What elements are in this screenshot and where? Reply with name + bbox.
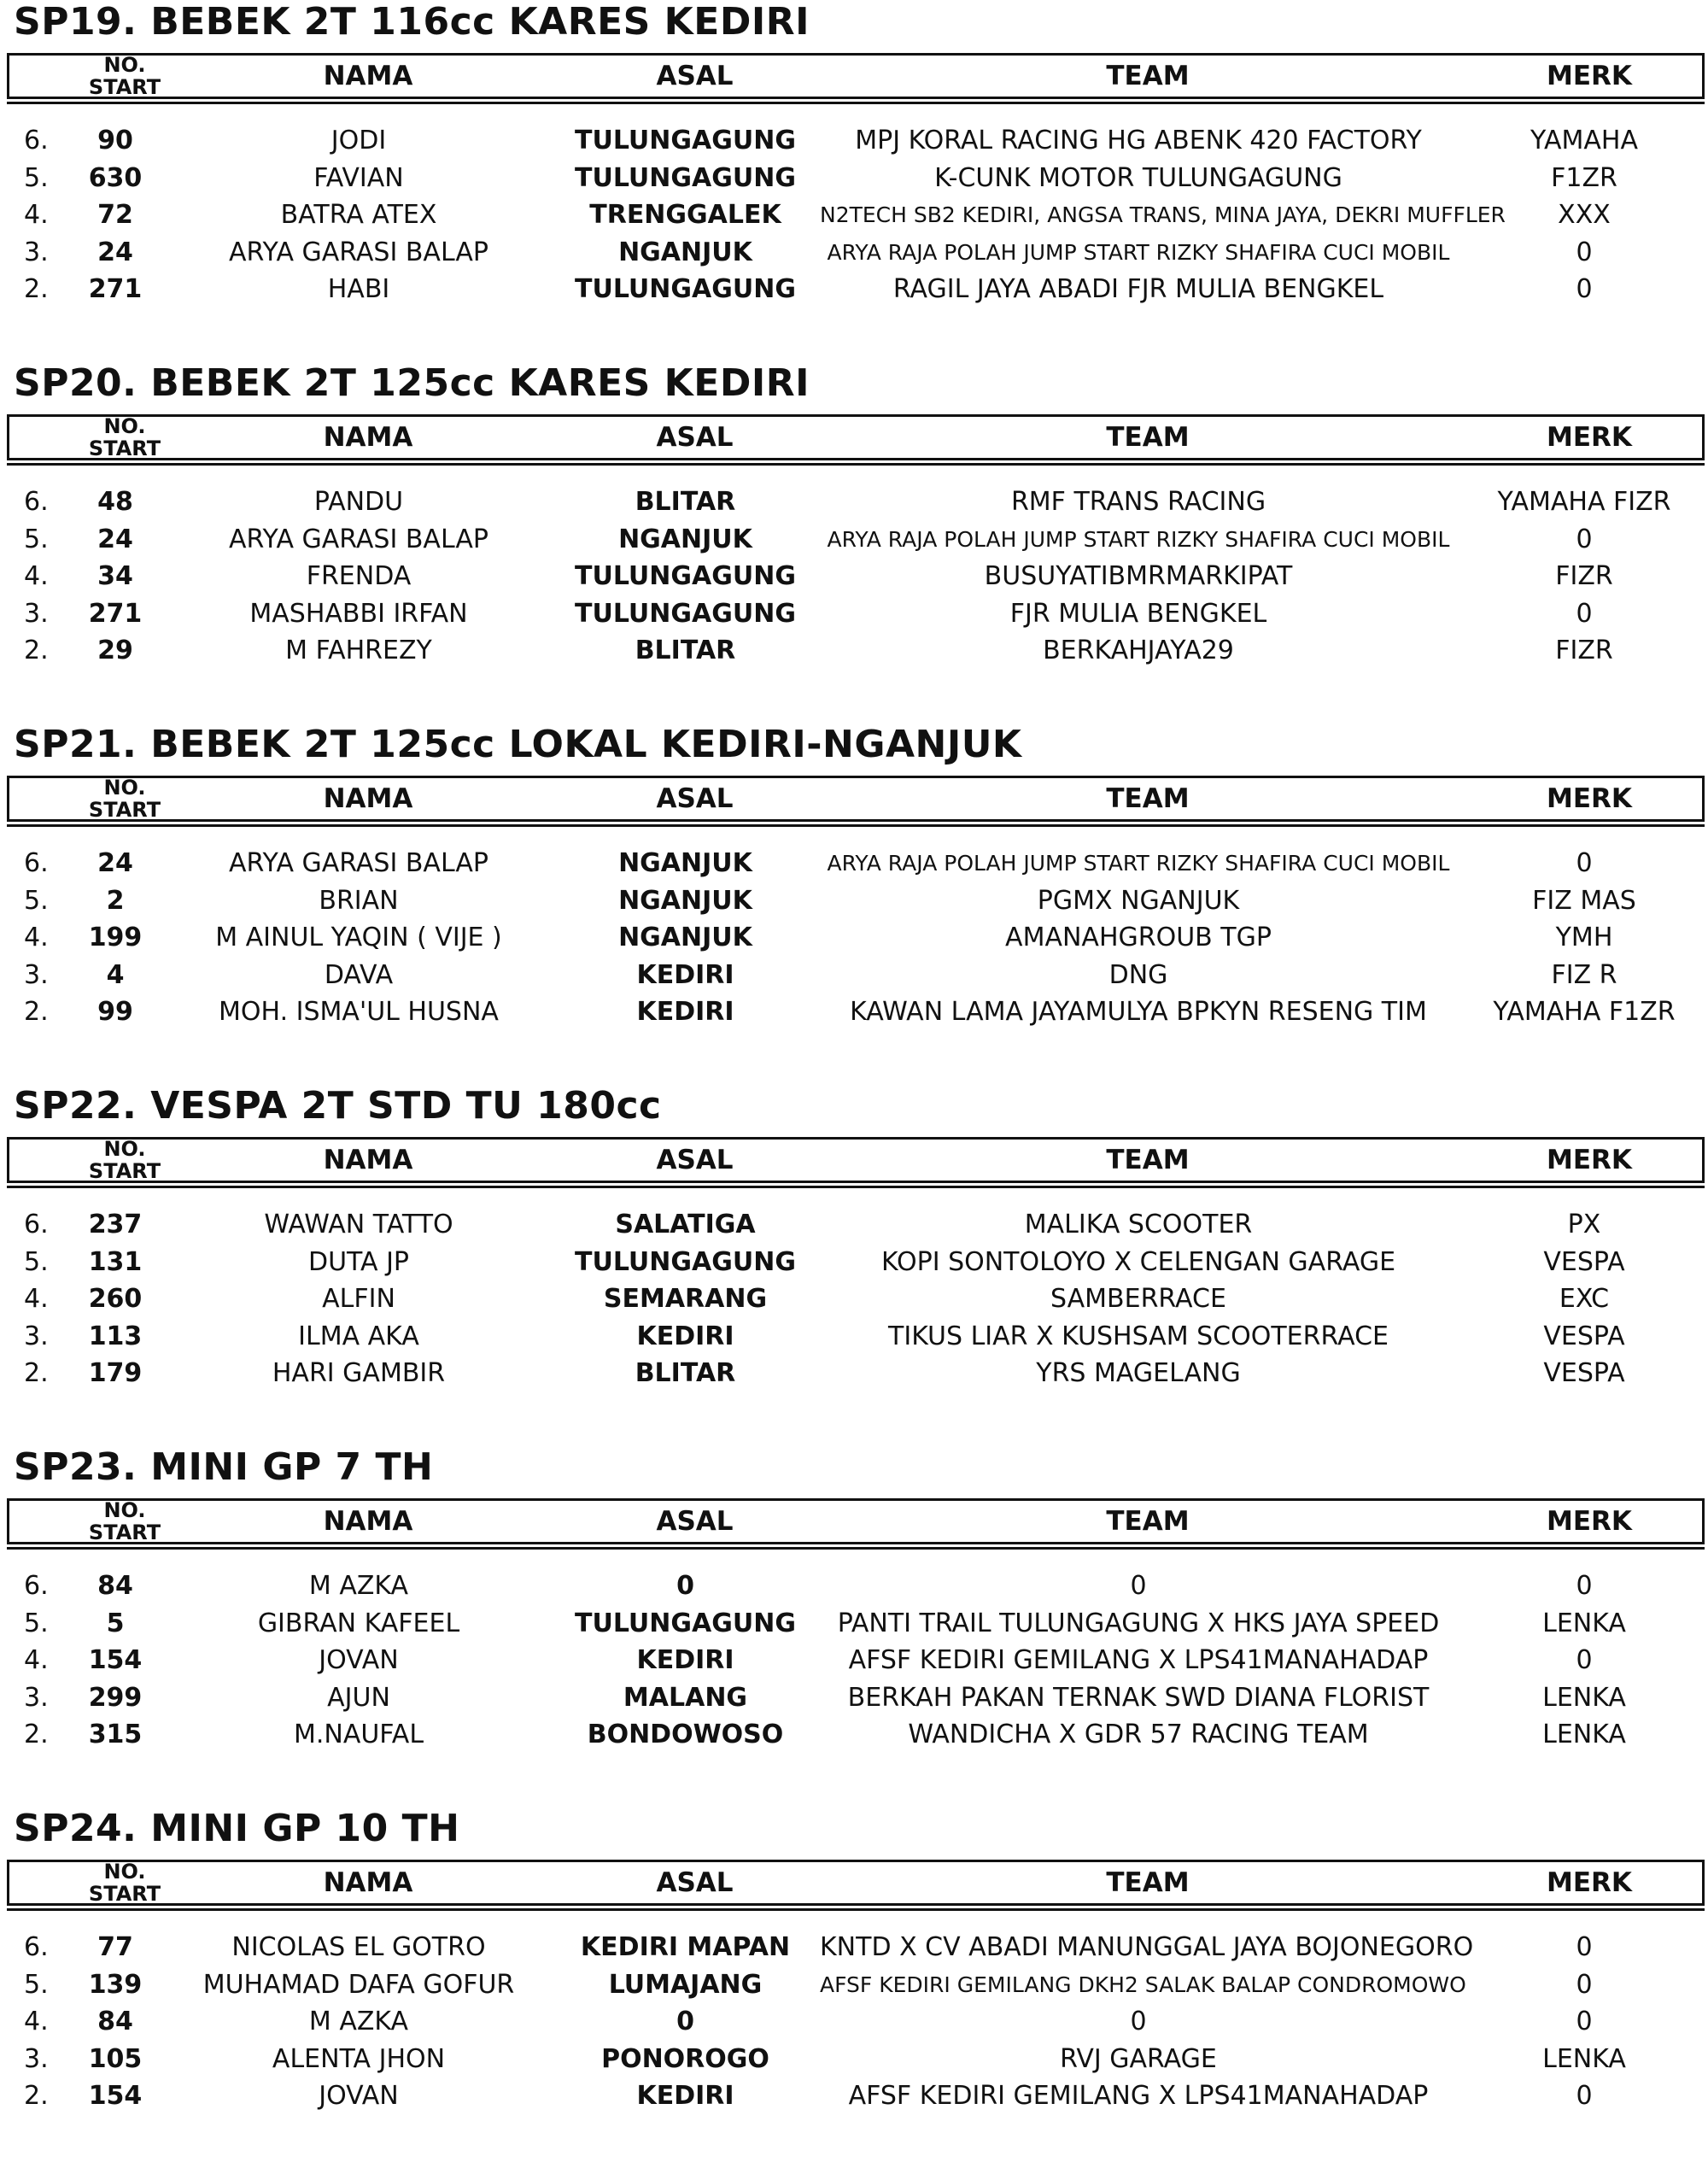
brand-cell: EXC — [1559, 1284, 1610, 1314]
team-cell: BERKAHJAYA29 — [1043, 636, 1234, 665]
team-cell: SAMBERRACE — [1050, 1284, 1226, 1314]
start-number-cell: 199 — [88, 923, 143, 952]
header-no-start — [82, 776, 167, 822]
team-cell: N2TECH SB2 KEDIRI, ANGSA TRANS, MINA JAYA, DEKRI MUFFLER — [820, 202, 1506, 227]
start-number-cell: 260 — [88, 1284, 143, 1314]
team-cell: AFSF KEDIRI GEMILANG DKH2 SALAK BALAP CONDROMOWO — [820, 1972, 1466, 1997]
team-cell: FJR MULIA BENGKEL — [1009, 598, 1267, 629]
table-row — [0, 1716, 1708, 1753]
rider-name-cell: HABI — [327, 274, 390, 304]
origin-cell: 0 — [676, 1571, 694, 1601]
origin-cell: NGANJUK — [618, 237, 752, 267]
start-number-cell: 5 — [106, 1608, 125, 1638]
table-row — [0, 234, 1708, 271]
rider-name-cell: JODI — [330, 126, 387, 155]
team-cell: PANTI TRAIL TULUNGAGUNG X HKS JAYA SPEED — [837, 1608, 1440, 1638]
rank-cell: 5. — [24, 1969, 49, 2000]
origin-cell: TULUNGAGUNG — [575, 126, 796, 155]
origin-cell: LUMAJANG — [608, 1969, 763, 2000]
rank-cell: 4. — [24, 2007, 49, 2036]
brand-cell: 0 — [1576, 2007, 1593, 2036]
table-header — [7, 776, 1705, 822]
origin-cell: MALANG — [623, 1682, 748, 1713]
start-number-cell: 24 — [97, 237, 133, 267]
header-merk: MERK — [1547, 783, 1632, 814]
section-title: SP20. BEBEK 2T 125cc KARES KEDIRI — [14, 361, 810, 405]
brand-cell: FIZR — [1555, 636, 1613, 665]
rider-name-cell: MUHAMAD DAFA GOFUR — [202, 1969, 515, 2000]
team-cell: DNG — [1108, 959, 1168, 990]
origin-cell: BLITAR — [635, 1358, 736, 1388]
origin-cell: BLITAR — [635, 487, 736, 517]
rank-cell: 6. — [24, 1571, 49, 1601]
origin-cell: NGANJUK — [618, 848, 752, 878]
rank-cell: 2. — [24, 636, 49, 665]
team-cell: KAWAN LAMA JAYAMULYA BPKYN RESENG TIM — [850, 997, 1427, 1027]
start-number-cell: 299 — [88, 1682, 143, 1713]
rider-name-cell: ARYA GARASI BALAP — [229, 848, 488, 878]
header-merk: MERK — [1547, 1867, 1632, 1898]
start-number-cell: 271 — [88, 274, 143, 304]
race-section — [0, 723, 1708, 1084]
table-header — [7, 414, 1705, 460]
start-number-cell: 630 — [88, 162, 143, 193]
start-number-cell: 237 — [88, 1210, 143, 1239]
origin-cell: NGANJUK — [618, 885, 752, 916]
table-row — [0, 483, 1708, 520]
rider-name-cell: PANDU — [313, 487, 404, 517]
table-header — [7, 1498, 1705, 1544]
header-nama: NAMA — [323, 1506, 413, 1537]
table-row — [0, 632, 1708, 669]
header-team: TEAM — [1106, 1506, 1190, 1537]
table-row — [0, 1679, 1708, 1716]
team-cell: KOPI SONTOLOYO X CELENGAN GARAGE — [880, 1246, 1396, 1277]
team-cell: YRS MAGELANG — [1036, 1358, 1241, 1388]
header-no-label: NO. — [103, 414, 146, 438]
section-title: SP22. VESPA 2T STD TU 180cc — [14, 1084, 662, 1128]
origin-cell: KEDIRI — [636, 959, 734, 990]
rank-cell: 4. — [24, 1284, 49, 1314]
start-number-cell: 29 — [97, 636, 133, 665]
brand-cell: YMH — [1555, 923, 1613, 952]
start-number-cell: 84 — [97, 1571, 133, 1601]
origin-cell: KEDIRI MAPAN — [580, 1932, 791, 1962]
team-cell: AFSF KEDIRI GEMILANG X LPS41MANAHADAP — [848, 2081, 1429, 2111]
header-start-label: START — [88, 1882, 161, 1906]
start-number-cell: 24 — [97, 848, 133, 878]
start-number-cell: 24 — [97, 524, 133, 554]
rank-cell: 6. — [24, 487, 49, 517]
header-no-start — [82, 1137, 167, 1183]
brand-cell: 0 — [1576, 237, 1593, 267]
header-team: TEAM — [1106, 1145, 1190, 1175]
header-no-label: NO. — [103, 1137, 146, 1161]
start-number-cell: 84 — [97, 2007, 133, 2036]
team-cell: K-CUNK MOTOR TULUNGAGUNG — [934, 162, 1342, 193]
brand-cell: FIZR — [1555, 561, 1613, 591]
header-nama: NAMA — [323, 783, 413, 814]
rank-cell: 6. — [24, 126, 49, 155]
origin-cell: SALATIGA — [615, 1210, 756, 1239]
rider-name-cell: GIBRAN KAFEEL — [257, 1608, 460, 1638]
rider-name-cell: BRIAN — [319, 885, 399, 916]
rank-cell: 2. — [24, 1720, 49, 1749]
header-merk: MERK — [1547, 1145, 1632, 1175]
rank-cell: 6. — [24, 848, 49, 878]
team-cell: ARYA RAJA POLAH JUMP START RIZKY SHAFIRA CUCI MOBIL — [827, 851, 1450, 876]
rank-cell: 4. — [24, 923, 49, 952]
table-row — [0, 1318, 1708, 1355]
rider-name-cell: M AZKA — [308, 1571, 409, 1601]
origin-cell: NGANJUK — [618, 923, 752, 952]
origin-cell: TULUNGAGUNG — [575, 274, 796, 304]
start-number-cell: 315 — [88, 1720, 143, 1749]
table-row — [0, 160, 1708, 196]
rank-cell: 5. — [24, 524, 49, 554]
rank-cell: 2. — [24, 2081, 49, 2111]
rider-name-cell: M AINUL YAQIN ( VIJE ) — [215, 923, 502, 952]
start-number-cell: 77 — [97, 1932, 133, 1962]
rider-name-cell: M FAHREZY — [285, 636, 432, 665]
team-cell: ARYA RAJA POLAH JUMP START RIZKY SHAFIRA CUCI MOBIL — [827, 526, 1450, 552]
header-asal: ASAL — [656, 61, 734, 91]
table-row — [0, 1206, 1708, 1243]
rank-cell: 3. — [24, 237, 49, 267]
start-number-cell: 131 — [88, 1246, 143, 1277]
team-cell: RVJ GARAGE — [1060, 2043, 1217, 2074]
origin-cell: TRENGGALEK — [589, 200, 781, 230]
table-row — [0, 122, 1708, 159]
brand-cell: 0 — [1576, 2081, 1593, 2111]
rank-cell: 6. — [24, 1210, 49, 1239]
origin-cell: NGANJUK — [618, 524, 752, 554]
team-cell: AFSF KEDIRI GEMILANG X LPS41MANAHADAP — [848, 1645, 1429, 1675]
rank-cell: 2. — [24, 997, 49, 1027]
table-row — [0, 1244, 1708, 1280]
table-row — [0, 558, 1708, 595]
table-header — [7, 1137, 1705, 1183]
rank-cell: 4. — [24, 200, 49, 230]
origin-cell: KEDIRI — [636, 997, 734, 1027]
header-no-label: NO. — [103, 1860, 146, 1884]
brand-cell: FIZ MAS — [1532, 885, 1636, 916]
brand-cell: LENKA — [1542, 1608, 1626, 1638]
rider-name-cell: JOVAN — [319, 2081, 399, 2111]
team-cell: RAGIL JAYA ABADI FJR MULIA BENGKEL — [892, 274, 1384, 304]
start-number-cell: 2 — [106, 885, 125, 916]
brand-cell: 0 — [1576, 274, 1593, 304]
start-number-cell: 48 — [97, 487, 133, 517]
team-cell: BERKAH PAKAN TERNAK SWD DIANA FLORIST — [847, 1682, 1430, 1713]
race-section — [0, 1084, 1708, 1445]
rank-cell: 3. — [24, 1321, 49, 1351]
brand-cell: F1ZR — [1551, 162, 1617, 193]
brand-cell: XXX — [1558, 200, 1611, 230]
race-section — [0, 0, 1708, 361]
brand-cell: VESPA — [1543, 1246, 1625, 1277]
origin-cell: KEDIRI — [636, 1321, 734, 1351]
rider-name-cell: ILMA AKA — [298, 1321, 419, 1351]
brand-cell: 0 — [1576, 1645, 1593, 1675]
rank-cell: 2. — [24, 1358, 49, 1388]
brand-cell: LENKA — [1542, 1682, 1626, 1713]
table-row — [0, 919, 1708, 956]
rank-cell: 4. — [24, 1645, 49, 1675]
rider-name-cell: DUTA JP — [307, 1246, 410, 1277]
origin-cell: TULUNGAGUNG — [575, 162, 796, 193]
header-start-label: START — [88, 75, 161, 99]
header-no-start — [82, 414, 167, 460]
team-cell: PGMX NGANJUK — [1037, 885, 1240, 916]
rank-cell: 2. — [24, 274, 49, 304]
table-row — [0, 196, 1708, 233]
start-number-cell: 34 — [97, 561, 133, 591]
header-merk: MERK — [1547, 61, 1632, 91]
origin-cell: PONOROGO — [601, 2043, 769, 2074]
header-asal: ASAL — [656, 783, 734, 814]
header-merk: MERK — [1547, 422, 1632, 453]
rider-name-cell: BATRA ATEX — [280, 200, 437, 230]
origin-cell: KEDIRI — [636, 2081, 734, 2111]
header-start-label: START — [88, 1521, 161, 1544]
rider-name-cell: DAVA — [324, 959, 394, 990]
table-row — [0, 1280, 1708, 1317]
brand-cell: YAMAHA F1ZR — [1493, 997, 1676, 1027]
team-cell: 0 — [1130, 1571, 1147, 1601]
rider-name-cell: AJUN — [327, 1682, 390, 1713]
section-title: SP19. BEBEK 2T 116cc KARES KEDIRI — [14, 0, 810, 44]
table-row — [0, 2003, 1708, 2040]
team-cell: ARYA RAJA POLAH JUMP START RIZKY SHAFIRA CUCI MOBIL — [827, 239, 1450, 265]
rider-name-cell: M AZKA — [308, 2007, 409, 2036]
rider-name-cell: MOH. ISMA'UL HUSNA — [219, 997, 499, 1027]
start-number-cell: 113 — [88, 1321, 143, 1351]
rank-cell: 5. — [24, 162, 49, 193]
start-number-cell: 72 — [97, 200, 133, 230]
table-row — [0, 1355, 1708, 1392]
brand-cell: 0 — [1576, 524, 1593, 554]
brand-cell: 0 — [1576, 1571, 1593, 1601]
brand-cell: FIZ R — [1551, 959, 1617, 990]
header-asal: ASAL — [656, 422, 734, 453]
rider-name-cell: NICOLAS EL GOTRO — [231, 1932, 486, 1962]
header-no-label: NO. — [103, 53, 146, 77]
rank-cell: 3. — [24, 1682, 49, 1713]
origin-cell: KEDIRI — [636, 1645, 734, 1675]
rider-name-cell: ARYA GARASI BALAP — [229, 524, 488, 554]
brand-cell: YAMAHA FIZR — [1497, 487, 1671, 517]
team-cell: 0 — [1130, 2007, 1147, 2036]
table-row — [0, 882, 1708, 919]
table-row — [0, 1605, 1708, 1642]
section-title: SP24. MINI GP 10 TH — [14, 1807, 460, 1850]
rider-name-cell: ALENTA JHON — [272, 2043, 446, 2074]
start-number-cell: 271 — [88, 598, 143, 629]
table-row — [0, 845, 1708, 882]
header-asal: ASAL — [656, 1867, 734, 1898]
race-section — [0, 1807, 1708, 2168]
rider-name-cell: WAWAN TATTO — [264, 1210, 453, 1239]
table-row — [0, 993, 1708, 1030]
header-start-label: START — [88, 798, 161, 822]
table-row — [0, 1929, 1708, 1966]
header-no-label: NO. — [103, 776, 146, 800]
header-nama: NAMA — [323, 1867, 413, 1898]
rank-cell: 3. — [24, 2043, 49, 2074]
brand-cell: 0 — [1576, 1932, 1593, 1962]
brand-cell: YAMAHA — [1530, 126, 1638, 155]
brand-cell: VESPA — [1543, 1321, 1625, 1351]
rank-cell: 4. — [24, 561, 49, 591]
table-row — [0, 957, 1708, 993]
start-number-cell: 99 — [97, 997, 133, 1027]
brand-cell: VESPA — [1543, 1358, 1625, 1388]
race-section — [0, 361, 1708, 723]
table-row — [0, 1966, 1708, 2003]
header-no-start — [82, 53, 167, 99]
brand-cell: 0 — [1576, 1969, 1593, 2000]
header-no-start — [82, 1860, 167, 1906]
rank-cell: 6. — [24, 1932, 49, 1962]
team-cell: MPJ KORAL RACING HG ABENK 420 FACTORY — [855, 126, 1422, 155]
rank-cell: 3. — [24, 598, 49, 629]
team-cell: TIKUS LIAR X KUSHSAM SCOOTERRACE — [888, 1321, 1389, 1351]
header-nama: NAMA — [323, 422, 413, 453]
rank-cell: 3. — [24, 959, 49, 990]
start-number-cell: 139 — [88, 1969, 143, 2000]
start-number-cell: 105 — [88, 2043, 143, 2074]
team-cell: MALIKA SCOOTER — [1024, 1210, 1253, 1239]
header-no-start — [82, 1498, 167, 1544]
table-row — [0, 595, 1708, 632]
header-asal: ASAL — [656, 1145, 734, 1175]
team-cell: BUSUYATIBMRMARKIPAT — [984, 561, 1293, 591]
team-cell: WANDICHA X GDR 57 RACING TEAM — [908, 1720, 1369, 1749]
table-row — [0, 1567, 1708, 1604]
header-team: TEAM — [1106, 783, 1190, 814]
origin-cell: TULUNGAGUNG — [575, 598, 796, 629]
header-merk: MERK — [1547, 1506, 1632, 1537]
table-row — [0, 1642, 1708, 1679]
rider-name-cell: HARI GAMBIR — [272, 1358, 446, 1388]
header-team: TEAM — [1106, 1867, 1190, 1898]
brand-cell: LENKA — [1542, 2043, 1626, 2074]
table-row — [0, 2077, 1708, 2114]
rider-name-cell: FRENDA — [306, 561, 412, 591]
rank-cell: 5. — [24, 1246, 49, 1277]
rider-name-cell: FAVIAN — [313, 162, 404, 193]
rider-name-cell: ALFIN — [322, 1284, 395, 1314]
header-start-label: START — [88, 437, 161, 460]
team-cell: RMF TRANS RACING — [1010, 487, 1266, 517]
section-title: SP23. MINI GP 7 TH — [14, 1445, 434, 1489]
header-team: TEAM — [1106, 61, 1190, 91]
rider-name-cell: ARYA GARASI BALAP — [229, 237, 488, 267]
table-row — [0, 271, 1708, 308]
table-header — [7, 1860, 1705, 1906]
rider-name-cell: MASHABBI IRFAN — [249, 598, 468, 629]
origin-cell: TULUNGAGUNG — [575, 561, 796, 591]
brand-cell: PX — [1567, 1210, 1601, 1239]
origin-cell: TULUNGAGUNG — [575, 1608, 796, 1638]
origin-cell: SEMARANG — [603, 1284, 768, 1314]
section-title: SP21. BEBEK 2T 125cc LOKAL KEDIRI-NGANJUK — [14, 723, 1022, 766]
header-asal: ASAL — [656, 1506, 734, 1537]
team-cell: KNTD X CV ABADI MANUNGGAL JAYA BOJONEGORO — [820, 1932, 1474, 1962]
origin-cell: TULUNGAGUNG — [575, 1246, 796, 1277]
start-number-cell: 154 — [88, 1645, 143, 1675]
brand-cell: 0 — [1576, 848, 1593, 878]
start-number-cell: 4 — [106, 959, 125, 990]
rider-name-cell: M.NAUFAL — [293, 1720, 424, 1749]
origin-cell: BONDOWOSO — [587, 1720, 784, 1749]
team-cell: AMANAHGROUB TGP — [1005, 923, 1272, 952]
header-nama: NAMA — [323, 1145, 413, 1175]
header-no-label: NO. — [103, 1498, 146, 1522]
header-team: TEAM — [1106, 422, 1190, 453]
rider-name-cell: JOVAN — [319, 1645, 399, 1675]
start-number-cell: 90 — [97, 126, 133, 155]
table-row — [0, 521, 1708, 558]
race-section — [0, 1445, 1708, 1807]
origin-cell: 0 — [676, 2007, 694, 2036]
header-start-label: START — [88, 1159, 161, 1183]
origin-cell: BLITAR — [635, 636, 736, 665]
rank-cell: 5. — [24, 1608, 49, 1638]
table-row — [0, 2041, 1708, 2077]
brand-cell: LENKA — [1542, 1720, 1626, 1749]
start-number-cell: 154 — [88, 2081, 143, 2111]
table-header — [7, 53, 1705, 99]
start-number-cell: 179 — [88, 1358, 143, 1388]
brand-cell: 0 — [1576, 598, 1593, 629]
header-nama: NAMA — [323, 61, 413, 91]
rank-cell: 5. — [24, 885, 49, 916]
